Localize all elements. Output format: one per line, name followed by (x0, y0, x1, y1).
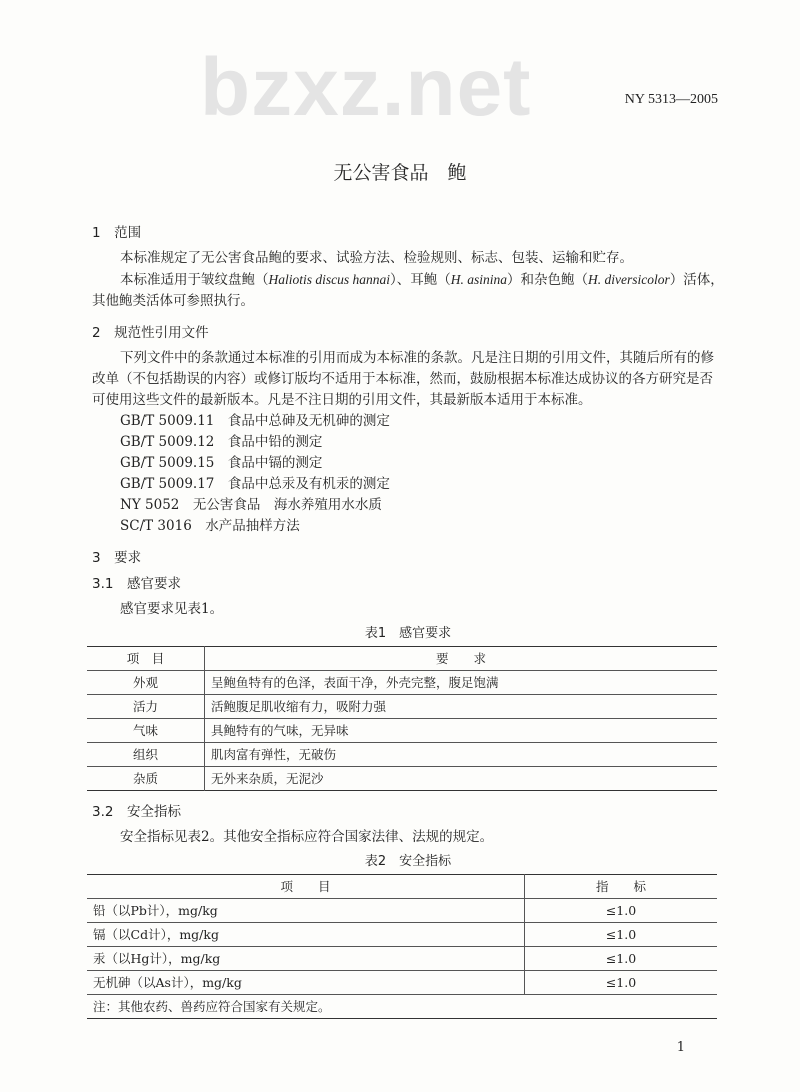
reference-item: GB/T 5009.12 食品中铅的测定 (120, 434, 323, 450)
document-body (92, 212, 724, 1019)
column-header: 项 目 (87, 647, 205, 671)
reference-item: GB/T 5009.11 食品中总砷及无机砷的测定 (120, 413, 390, 429)
table-1 (87, 646, 717, 791)
reference-item: GB/T 5009.17 食品中总汞及有机汞的测定 (120, 476, 390, 492)
section-2-body (92, 348, 724, 537)
reference-item: NY 5052 无公害食品 海水养殖用水水质 (120, 497, 382, 513)
column-header: 要 求 (205, 647, 718, 671)
standard-number: NY 5313—2005 (624, 92, 718, 107)
reference-item: GB/T 5009.15 食品中镉的测定 (120, 455, 323, 471)
table-row: 杂质 无外来杂质，无泥沙 (87, 767, 717, 791)
table-2-caption: 表2 安全指标 (364, 854, 452, 869)
paragraph: 本标准适用于皱纹盘鲍（Haliotis discus hannai）、耳鲍（H. asinina）和杂色鲍（H. diversicolor）活体，其他鲍类活体可参照执行。 (92, 272, 724, 309)
column-header: 指 标 (525, 875, 718, 899)
table-1-caption: 表1 感官要求 (364, 626, 452, 641)
table-row: 铅（以Pb计），mg/kg ≤1.0 (87, 899, 717, 923)
table-row: 汞（以Hg计），mg/kg ≤1.0 (87, 947, 717, 971)
table-row: 气味 具鲍特有的气味，无异味 (87, 719, 717, 743)
table-row: 镉（以Cd计），mg/kg ≤1.0 (87, 923, 717, 947)
section-1-body (92, 248, 724, 312)
page-title: 无公害食品 鲍 (333, 162, 467, 184)
page-number: 1 (676, 1040, 685, 1055)
paragraph: 本标准规定了无公害食品鲍的要求、试验方法、检验规则、标志、包装、运输和贮存。 (120, 250, 633, 266)
section-3-2-heading: 3.2 安全指标 (92, 804, 181, 820)
watermark: bzxz.net (200, 42, 532, 133)
paragraph: 安全指标见表2。其他安全指标应符合国家法律、法规的规定。 (120, 829, 494, 845)
section-2-heading: 2 规范性引用文件 (92, 325, 209, 341)
table-row: 活力 活鲍腹足肌收缩有力，吸附力强 (87, 695, 717, 719)
section-3-1-heading: 3.1 感官要求 (92, 576, 181, 592)
table-row: 组织 肌肉富有弹性，无破伤 (87, 743, 717, 767)
section-3-heading: 3 要求 (92, 550, 142, 566)
table-row: 无机砷（以As计），mg/kg ≤1.0 (87, 971, 717, 995)
table-note: 注：其他农药、兽药应符合国家有关规定。 (93, 998, 331, 1014)
reference-item: SC/T 3016 水产品抽样方法 (120, 518, 300, 534)
section-1-heading: 1 范围 (92, 225, 142, 241)
paragraph: 感官要求见表1。 (120, 601, 224, 617)
reference-list (92, 411, 724, 537)
table-2 (87, 874, 717, 1019)
column-header: 项 目 (87, 875, 525, 899)
paragraph: 下列文件中的条款通过本标准的引用而成为本标准的条款。凡是注日期的引用文件，其随后所有的修改单（不包括勘误的内容）或修订版均不适用于本标准，然而，鼓励根据本标准达成协议的各方研究是否可使用这些文件的最新版本。凡是不注日期的引用文件，其最新版本适用于本标准。 (92, 350, 714, 408)
table-row: 外观 呈鲍鱼特有的色泽，表面干净，外壳完整，腹足饱满 (87, 671, 717, 695)
